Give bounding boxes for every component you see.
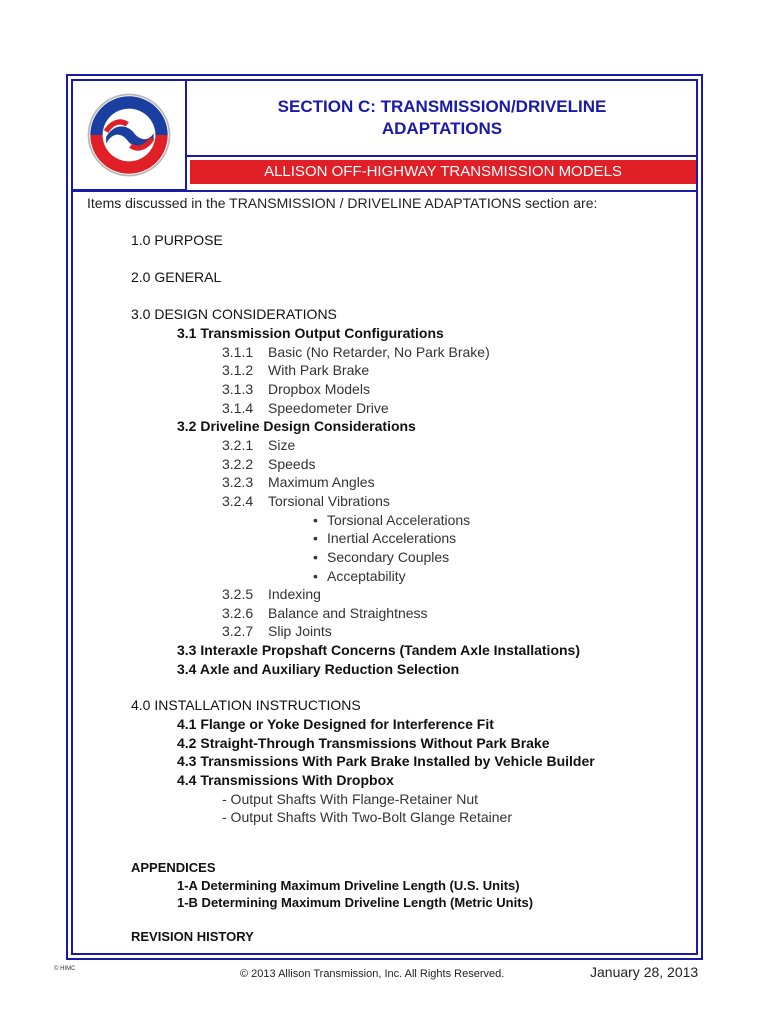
footer-date: January 28, 2013	[590, 964, 699, 980]
toc-item-label: Speedometer Drive	[268, 400, 389, 416]
toc-bullet-label: Acceptability	[327, 568, 406, 584]
toc-item-3-1-2	[222, 361, 369, 379]
section-title-line1: SECTION C: TRANSMISSION/DRIVELINE	[277, 97, 607, 116]
toc-driveline-design: 3.2 Driveline Design Considerations	[177, 418, 416, 434]
header-bottom-divider	[71, 190, 698, 192]
toc-revision-history: REVISION HISTORY	[131, 929, 254, 944]
bullet-icon: •	[313, 568, 318, 584]
toc-item-number: 3.1.2	[222, 362, 254, 378]
toc-bullet-item	[313, 529, 456, 547]
toc-item-label: Slip Joints	[268, 623, 332, 639]
toc-item-label: With Park Brake	[268, 362, 370, 378]
toc-item-label: Balance and Straightness	[268, 605, 428, 621]
toc-item-number: 3.2.7	[222, 623, 254, 639]
toc-item-number: 3.2.2	[222, 456, 254, 472]
toc-item-number: 3.2.6	[222, 605, 254, 621]
footer-copyright: © 2013 Allison Transmission, Inc. All Rights Reserved.	[240, 968, 505, 980]
toc-bullet-label: Inertial Accelerations	[327, 530, 457, 546]
toc-interaxle-propshaft: 3.3 Interaxle Propshaft Concerns (Tandem Axle Installations)	[177, 642, 580, 658]
bullet-icon: •	[313, 512, 318, 528]
toc-dropbox-sub-1: - Output Shafts With Flange-Retainer Nut	[222, 791, 478, 807]
toc-bullet-item	[313, 567, 406, 585]
toc-bullet-item	[313, 511, 470, 529]
toc-item-3-2-3	[222, 473, 375, 491]
toc-item-number: 3.1.1	[222, 344, 254, 360]
footer-mark: © HIMC	[54, 966, 76, 972]
toc-item-number: 3.2.5	[222, 586, 254, 602]
toc-appendix-1b: 1-B Determining Maximum Driveline Length (Metric Units)	[177, 895, 534, 910]
toc-item-label: Maximum Angles	[268, 474, 375, 490]
toc-item-label: Dropbox Models	[268, 381, 370, 397]
toc-straight-through: 4.2 Straight-Through Transmissions Without Park Brake	[177, 735, 550, 751]
section-title	[186, 96, 698, 140]
toc-item-label: Indexing	[268, 586, 321, 602]
toc-item-3-2-4	[222, 492, 390, 510]
toc-item-label: Torsional Vibrations	[268, 493, 390, 509]
section-title-line2: ADAPTATIONS	[381, 119, 503, 138]
toc-bullet-label: Torsional Accelerations	[327, 512, 471, 528]
toc-axle-reduction: 3.4 Axle and Auxiliary Reduction Selection	[177, 661, 460, 677]
toc-item-number: 3.2.3	[222, 474, 254, 490]
toc-appendices: APPENDICES	[131, 860, 216, 875]
toc-dropbox: 4.4 Transmissions With Dropbox	[177, 772, 394, 788]
bullet-icon: •	[313, 530, 318, 546]
toc-item-number: 3.1.4	[222, 400, 254, 416]
allison-logo-icon	[85, 91, 173, 179]
toc-bullet-item	[313, 548, 449, 566]
toc-purpose: 1.0 PURPOSE	[131, 232, 223, 248]
toc-item-3-1-3	[222, 380, 370, 398]
toc-design-considerations: 3.0 DESIGN CONSIDERATIONS	[131, 306, 337, 322]
toc-item-label: Basic (No Retarder, No Park Brake)	[268, 344, 490, 360]
toc-item-3-2-5	[222, 585, 321, 603]
toc-park-brake: 4.3 Transmissions With Park Brake Installed by Vehicle Builder	[177, 753, 595, 769]
intro-text: Items discussed in the TRANSMISSION / DRIVELINE ADAPTATIONS section are:	[87, 195, 598, 211]
toc-appendix-1a: 1-A Determining Maximum Driveline Length (U.S. Units)	[177, 878, 520, 893]
logo-box	[71, 79, 187, 191]
toc-item-3-1-4	[222, 399, 389, 417]
toc-item-3-2-6	[222, 604, 428, 622]
toc-item-3-2-2	[222, 455, 315, 473]
bullet-icon: •	[313, 549, 318, 565]
toc-dropbox-sub-2: - Output Shafts With Two-Bolt Glange Retainer	[222, 809, 512, 825]
toc-item-label: Speeds	[268, 456, 316, 472]
toc-item-label: Size	[268, 437, 296, 453]
toc-item-3-2-7	[222, 622, 332, 640]
toc-item-3-1-1	[222, 343, 490, 361]
toc-output-configurations: 3.1 Transmission Output Configurations	[177, 325, 444, 341]
toc-item-number: 3.2.4	[222, 493, 254, 509]
toc-bullet-label: Secondary Couples	[327, 549, 450, 565]
toc-item-number: 3.2.1	[222, 437, 254, 453]
header-divider	[186, 155, 698, 157]
toc-general: 2.0 GENERAL	[131, 269, 222, 285]
toc-flange-yoke: 4.1 Flange or Yoke Designed for Interference Fit	[177, 716, 494, 732]
toc-item-3-2-1	[222, 436, 295, 454]
toc-item-number: 3.1.3	[222, 381, 254, 397]
toc-installation-instructions: 4.0 INSTALLATION INSTRUCTIONS	[131, 697, 361, 713]
models-banner: ALLISON OFF-HIGHWAY TRANSMISSION MODELS	[190, 160, 696, 184]
